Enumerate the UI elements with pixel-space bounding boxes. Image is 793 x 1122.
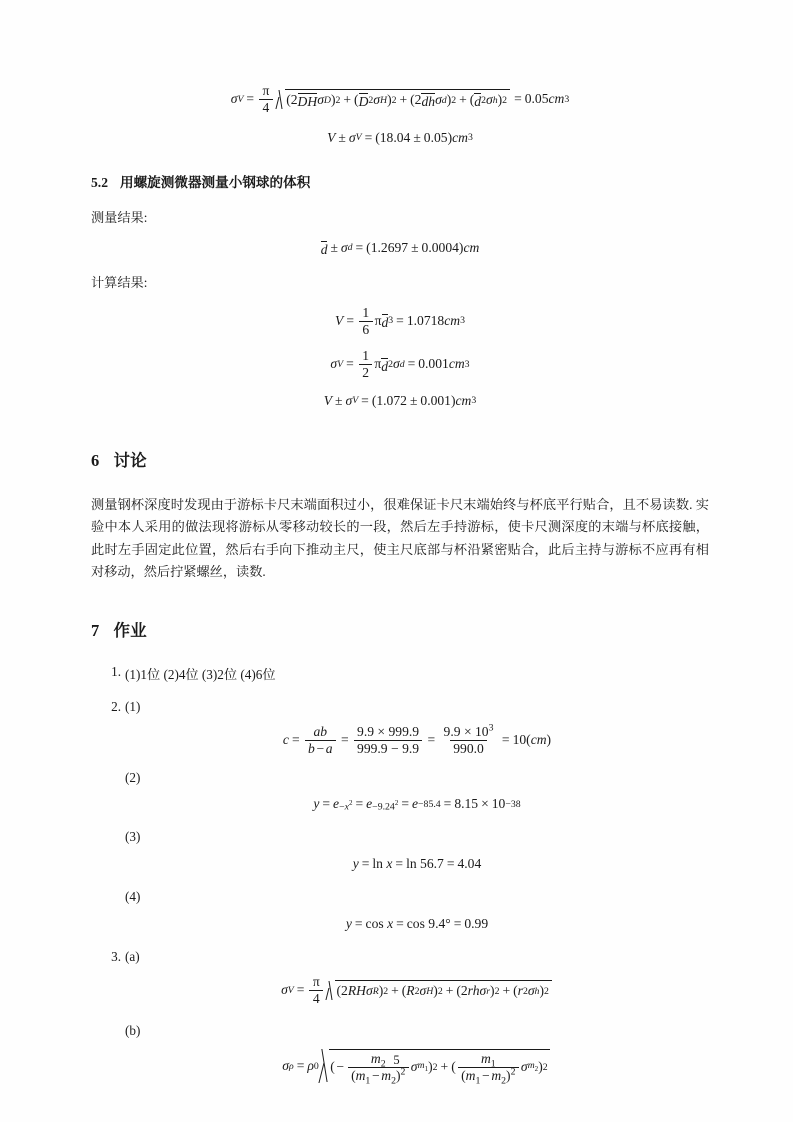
calc-result-label: 计算结果: xyxy=(91,274,148,290)
formula-2-4-result: 0.99 xyxy=(464,916,489,932)
list-marker-1: 1. xyxy=(111,663,121,679)
measure-result-label: 测量结果: xyxy=(91,209,148,225)
formula-2-3: y = ln x = ln 56.7 = 4.04 xyxy=(352,856,482,872)
d-mean-value: 1.2697 xyxy=(370,239,409,255)
sphere-volume-value: 1.0718 xyxy=(406,312,445,328)
d-uncertainty: 0.0004 xyxy=(421,239,459,255)
sphere-sigma-v-value: 0.001 xyxy=(418,356,449,372)
formula-sigma-v-cylinder: σ V = $\frac{\pi}{4}$ (2 D H σ D ) 2 + ( D 2 σ H ) 2 + (2 dh σ d ) 2 + ( d 2 σ h ) 2 = 0.05 cm 3 xyxy=(230,83,570,116)
section-number-7: 7 xyxy=(91,620,100,640)
formula-2-2-mantissa: 8.15 xyxy=(454,796,479,812)
section-number-6: 6 xyxy=(91,450,100,470)
formula-sphere-v-pm: V ± σ V = ( 1.072 ± 0.001 ) cm 3 xyxy=(323,392,477,408)
page-content xyxy=(91,78,709,1087)
formula-2-4: y = cos x = cos 9.4° = 0.99 xyxy=(345,916,489,932)
formula-3-a: σ V = $\frac{\pi}{4}$ (2 RH σ R ) 2 + ( R 2 σ H ) 2 + (2 rh σ r ) 2 + ( r 2 σ h ) 2 xyxy=(125,975,709,1007)
section-number-5-2: 5.2 xyxy=(91,174,108,190)
formula-2-1: c = $\frac{ab}{b - a}$ = $\frac{9.9 \times 999.9}{999.9 - 9.9}$ = $\frac{9.9 \times 10^3}{990.0}$ = 10 ( cm ) xyxy=(282,722,552,756)
v-cylinder-value: 18.04 xyxy=(379,129,411,145)
sub-marker-2-2: (2) xyxy=(125,770,141,786)
sigma-v-cylinder-value: 0.05 xyxy=(524,91,549,107)
sphere-v-value: 1.072 xyxy=(376,392,407,408)
section-heading-5-2 xyxy=(91,171,709,191)
list-marker-2: 2. xyxy=(111,698,121,714)
sphere-v-uncertainty: 0.001 xyxy=(420,392,451,408)
formula-sphere-sigma-v: σ V = $\frac{1}{2}$ π d 2 σ d = 0.001 cm 3 xyxy=(330,348,470,381)
formula-2-4-arg: 9.4° xyxy=(428,916,451,932)
formula-2-3-arg: 56.7 xyxy=(420,856,444,872)
section-heading-7 xyxy=(91,617,709,641)
list-item xyxy=(111,698,709,933)
section-title-7: 作业 xyxy=(113,620,147,640)
section-title-5-2: 用螺旋测微器测量小钢球的体积 xyxy=(120,174,311,190)
formula-v-pm-cylinder: V ± σ V = ( 18.04 ± 0.05 ) cm 3 xyxy=(327,129,473,145)
formula-2-2: y = e $-x^2$ = e $-9.24^2$ = e −85.4 = 8.15 × 10 −38 xyxy=(313,796,521,812)
homework-answer-1: (1)1位 (2)4位 (3)2位 (4)6位 xyxy=(125,666,276,682)
homework-list xyxy=(91,664,709,1085)
discussion-paragraph: 测量钢杯深度时发现由于游标卡尺末端面积过小，很难保证卡尺末端始终与杯底平行贴合，且不易读数. 实验中本人采用的做法现将游标从零移动较长的一段，然后左手持游标，使卡尺测深度的末端与杯底接触，此时左手固定此位置，然后右手向下推动主尺，使主尺底部与杯沿紧密贴合，此后主持与游标不应再有相对移动，然后拧紧螺丝，读数. xyxy=(91,496,709,580)
formula-2-1-result: 10 xyxy=(512,732,527,747)
formula-sphere-volume: V = $\frac{1}{6}$ π d 3 = 1.0718 cm 3 xyxy=(335,304,465,337)
list-marker-3: 3. xyxy=(111,949,121,965)
page-number: 5 xyxy=(393,1053,400,1067)
section-title-6: 讨论 xyxy=(113,450,147,470)
section-heading-6 xyxy=(91,447,709,471)
sub-marker-2-1: (1) xyxy=(125,698,141,714)
sub-marker-3-b: (b) xyxy=(125,1022,141,1038)
v-cylinder-uncertainty: 0.05 xyxy=(423,129,448,145)
sub-marker-2-4: (4) xyxy=(125,889,141,905)
formula-3-b: σ ρ = ρ 0 ( − $\frac{m_2}{(m_1 - m_2)^2}$ σ $m_1$ ) 2 + ( $\frac{m_1}{(m_1 - m_2)^2}$ σ $m_2$ ) 2 xyxy=(125,1049,709,1085)
formula-d-pm: d ± σ d = ( 1.2697 ± 0.0004 ) cm xyxy=(320,239,480,257)
list-item xyxy=(111,663,709,683)
sub-marker-3-a: (a) xyxy=(125,949,140,965)
sub-marker-2-3: (3) xyxy=(125,829,141,845)
formula-2-3-result: 4.04 xyxy=(457,856,482,872)
